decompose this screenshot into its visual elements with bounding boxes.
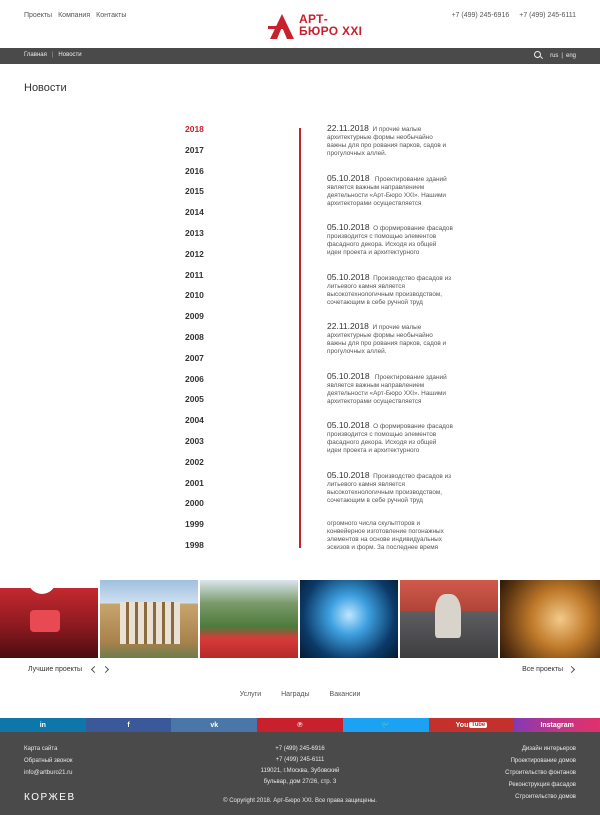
news-line: эскизов и форм. За последнее время (327, 544, 439, 552)
vk-icon[interactable]: vk (171, 718, 257, 732)
news-line: О формирование фасадов (373, 225, 453, 232)
news-line: фасадного декора. Исходя из общей (327, 241, 437, 249)
news-line: производится с помощью элементов (327, 233, 437, 241)
lang-ru[interactable]: rus (550, 52, 559, 59)
all-projects-link[interactable] (522, 666, 574, 673)
news-list (327, 124, 477, 570)
project-photo[interactable] (300, 580, 400, 658)
breadcrumb-bar (0, 48, 600, 64)
breadcrumb-home[interactable]: Главная (24, 52, 47, 58)
developer-logo[interactable]: КОРЖЕВ (24, 792, 76, 803)
news-line: И прочие малые (372, 126, 422, 133)
linkedin-icon[interactable]: in (0, 718, 86, 732)
footer-address-2: бульвар, дом 27/26, стр. 3 (263, 779, 337, 785)
nav-projects[interactable]: Проекты (24, 12, 53, 19)
news-date: 05.10.2018 (327, 370, 370, 381)
news-line: сочетающим в себе ручной труд (327, 298, 423, 306)
search-icon[interactable] (534, 51, 543, 60)
year-item[interactable]: 1999 (185, 519, 204, 530)
news-item[interactable] (327, 421, 477, 471)
lang-separator: | (561, 52, 563, 59)
news-line: высокотехнологичным производством, (327, 290, 443, 298)
news-date: 22.11.2018 (327, 123, 369, 133)
news-date: 05.10.2018 (327, 420, 370, 430)
year-item[interactable]: 2017 (185, 144, 204, 155)
timeline-divider (299, 128, 301, 548)
news-line: Проектирование зданий (374, 175, 447, 183)
breadcrumb-news: Новости (58, 52, 82, 58)
youtube-label-a: You (455, 721, 469, 729)
projects-gallery (0, 580, 600, 658)
news-line: архитекторами осуществляется (327, 397, 422, 405)
news-line: сочетающим в себе ручной труд (327, 496, 423, 504)
logo-line2: БЮРО XXI (299, 24, 363, 38)
year-item[interactable]: 2001 (185, 477, 204, 488)
footer-sitemap[interactable]: Карта сайта (24, 746, 58, 752)
news-line: деятельности «Арт-Бюро XXI». Нашими (327, 389, 446, 397)
footer-links (0, 691, 600, 698)
news-line: идеи проекта и архитектурного (327, 447, 420, 455)
news-line: деятельности «Арт-Бюро XXI». Нашими (327, 191, 446, 199)
news-line: О формирование фасадов (373, 423, 453, 430)
best-projects-label[interactable]: Лучшие проекты (28, 666, 83, 673)
logo-line1: АРТ- (299, 12, 329, 26)
news-item[interactable] (327, 174, 477, 224)
news-line: архитектурные формы необычайно (327, 134, 433, 142)
all-projects-label[interactable]: Все проекты (522, 666, 563, 673)
news-line: Проектирование зданий (374, 373, 447, 381)
footer-email[interactable]: info@artburo21.ru (24, 770, 73, 776)
phone-2[interactable]: +7 (499) 245-6111 (519, 12, 576, 19)
news-item[interactable] (327, 471, 477, 521)
logo[interactable] (268, 12, 368, 40)
news-date: 05.10.2018 (327, 222, 370, 232)
link-awards[interactable]: Награды (281, 691, 310, 698)
news-item[interactable] (327, 223, 477, 273)
year-item[interactable]: 2005 (185, 394, 204, 405)
nav-company[interactable]: Компания (58, 12, 91, 19)
news-line: является важным направлением (327, 183, 425, 191)
page-title: Новости (24, 82, 67, 94)
footer-service-link[interactable]: Строительство фонтанов (505, 770, 576, 776)
breadcrumb (24, 52, 82, 58)
year-item[interactable]: 2011 (185, 269, 204, 280)
year-item[interactable]: 2012 (185, 248, 204, 259)
news-line: Производство фасадов из (373, 274, 452, 282)
year-item[interactable]: 2013 (185, 227, 204, 238)
news-item[interactable] (327, 372, 477, 422)
news-line: важны для про рования парков, садов и (327, 142, 447, 150)
link-services[interactable]: Услуги (239, 691, 262, 698)
nav-contacts[interactable]: Контакты (96, 12, 127, 19)
footer-service-link[interactable]: Строительство домов (515, 794, 576, 800)
footer-callback[interactable]: Обратный звонок (24, 758, 73, 764)
youtube-label-b: Tube (471, 722, 486, 728)
header (0, 0, 600, 48)
logo-triangle-icon (268, 12, 296, 40)
news-line: Производство фасадов из (373, 472, 452, 480)
news-line: И прочие малые (372, 324, 422, 331)
year-item[interactable]: 2004 (185, 415, 204, 426)
chevron-right-icon[interactable] (568, 666, 575, 673)
youtube-icon[interactable] (429, 718, 515, 732)
footer-phone-2[interactable]: +7 (499) 245-6111 (275, 757, 325, 763)
footer-phone-1[interactable]: +7 (499) 245-6916 (275, 746, 325, 752)
news-line: идеи проекта и архитектурного (327, 249, 420, 257)
news-line: является важным направлением (327, 381, 425, 389)
year-item[interactable]: 2014 (185, 207, 204, 218)
news-line: высокотехнологичным производством, (327, 488, 443, 496)
footer-service-link[interactable]: Дизайн интерьеров (521, 746, 576, 752)
year-item[interactable]: 2018 (185, 124, 204, 134)
news-item[interactable] (327, 124, 477, 174)
year-item[interactable]: 2007 (185, 352, 204, 363)
news-line: огромного числа скульпторов и (327, 520, 421, 527)
year-item[interactable]: 1998 (185, 539, 204, 550)
year-item[interactable]: 2002 (185, 456, 204, 467)
news-line: архитекторами осуществляется (327, 199, 422, 207)
chevron-left-icon[interactable] (91, 666, 98, 673)
chevron-right-icon[interactable] (102, 666, 109, 673)
year-item[interactable]: 2015 (185, 186, 204, 197)
best-projects-nav (28, 666, 108, 673)
news-item[interactable] (327, 322, 477, 372)
copyright: © Copyright 2018. Арт-Бюро XXI. Все права защищены. (223, 798, 377, 804)
news-line: конвейерное изготовление погонажных (327, 528, 444, 536)
lang-en[interactable]: eng (565, 52, 576, 59)
news-line: литьевого камня является (327, 282, 405, 290)
year-item[interactable]: 2009 (185, 311, 204, 322)
breadcrumb-separator: | (51, 52, 54, 58)
news-line: элементов на основе индивидуальных (327, 536, 442, 544)
news-line: литьевого камня является (327, 480, 405, 488)
project-photo[interactable] (100, 580, 200, 658)
year-item[interactable]: 2010 (185, 290, 204, 301)
pinterest-icon[interactable]: ℗ (257, 718, 343, 732)
news-line: важны для про рования парков, садов и (327, 340, 447, 348)
news-item[interactable] (327, 520, 477, 570)
year-list (185, 124, 235, 561)
news-date: 05.10.2018 (327, 469, 370, 480)
footer (0, 732, 600, 815)
phone-1[interactable]: +7 (499) 245-6916 (451, 12, 510, 19)
header-phones (451, 12, 576, 19)
news-date: 05.10.2018 (327, 271, 370, 282)
news-line: производится с помощью элементов (327, 431, 437, 439)
project-photo[interactable] (400, 580, 500, 658)
year-item[interactable]: 2008 (185, 331, 204, 342)
project-photo[interactable] (0, 580, 100, 658)
instagram-icon[interactable]: Instagram (514, 718, 600, 732)
news-item[interactable] (327, 273, 477, 323)
news-date: 05.10.2018 (327, 172, 370, 183)
year-item[interactable]: 2016 (185, 165, 204, 176)
news-line: прогулочных аллей. (327, 150, 387, 158)
year-item[interactable]: 2000 (185, 498, 204, 509)
news-line: архитектурные формы необычайно (327, 332, 433, 340)
year-item[interactable]: 2006 (185, 373, 204, 384)
footer-address-1: 119021, г.Москва, Зубовский (260, 768, 340, 774)
top-nav (24, 12, 126, 19)
project-photo[interactable] (200, 580, 300, 658)
social-bar (0, 718, 600, 732)
news-line: прогулочных аллей. (327, 348, 387, 356)
year-item[interactable]: 2003 (185, 435, 204, 446)
project-photo[interactable] (500, 580, 600, 658)
link-vacancies[interactable]: Вакансии (329, 691, 361, 698)
footer-service-link[interactable]: Реконструкция фасадов (508, 782, 576, 788)
news-line: фасадного декора. Исходя из общей (327, 439, 437, 447)
news-date: 22.11.2018 (327, 321, 369, 331)
facebook-icon[interactable]: f (86, 718, 172, 732)
language-switcher (550, 53, 576, 59)
twitter-icon[interactable]: 🐦 (343, 718, 429, 732)
footer-service-link[interactable]: Проектирование домов (510, 758, 576, 764)
